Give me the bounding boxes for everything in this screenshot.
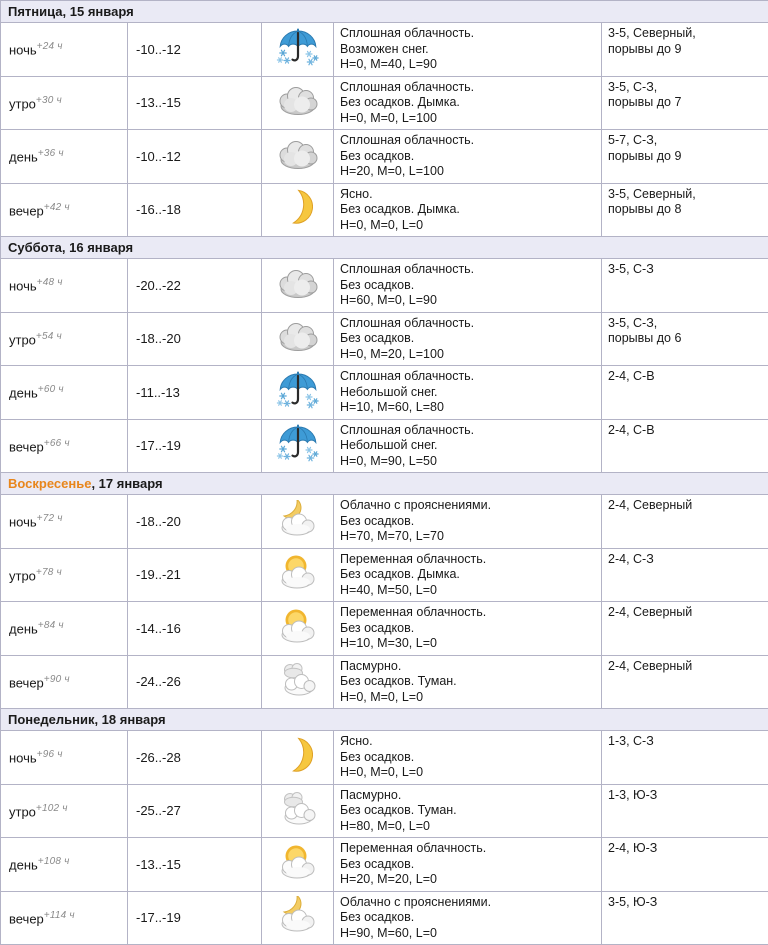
time-cell <box>1 602 128 656</box>
conditions-line: H=10, M=60, L=80 <box>340 400 595 416</box>
conditions-cell <box>334 183 602 237</box>
conditions-line: Без осадков. Дымка. <box>340 567 595 583</box>
forecast-row <box>1 602 768 656</box>
cloud-moon-icon <box>277 896 319 934</box>
wind-cell <box>602 602 768 656</box>
wind-cell <box>602 419 768 473</box>
conditions-line: Без осадков. Туман. <box>340 674 595 690</box>
time-of-day-label: день <box>9 149 38 164</box>
cloud-icon <box>277 138 319 170</box>
conditions-line: H=0, M=90, L=50 <box>340 454 595 470</box>
conditions-cell <box>334 312 602 366</box>
conditions-line: Небольшой снег. <box>340 438 595 454</box>
wind-cell <box>602 259 768 313</box>
conditions-cell <box>334 495 602 549</box>
conditions-line: Сплошная облачность. <box>340 369 595 385</box>
moon-icon <box>283 188 313 226</box>
wind-line: порывы до 7 <box>608 95 762 111</box>
forecast-hours-offset: +78 ч <box>36 567 62 578</box>
conditions-line: Без осадков. Дымка. <box>340 202 595 218</box>
temperature-cell: -18..-20 <box>128 312 262 366</box>
time-cell <box>1 76 128 130</box>
conditions-cell <box>334 838 602 892</box>
temperature-cell: -13..-15 <box>128 838 262 892</box>
wind-line: 2-4, Северный <box>608 498 762 514</box>
conditions-line: Без осадков. <box>340 278 595 294</box>
day-name: Пятница <box>8 4 63 19</box>
time-cell <box>1 130 128 184</box>
conditions-line: H=0, M=20, L=100 <box>340 347 595 363</box>
conditions-line: Сплошная облачность. <box>340 316 595 332</box>
clouds-icon <box>278 661 318 697</box>
conditions-line: H=20, M=0, L=100 <box>340 164 595 180</box>
forecast-row <box>1 419 768 473</box>
forecast-row <box>1 838 768 892</box>
conditions-line: Возможен снег. <box>340 42 595 58</box>
weather-icon-cell <box>262 130 334 184</box>
conditions-line: Переменная облачность. <box>340 605 595 621</box>
time-of-day-label: вечер <box>9 911 44 926</box>
conditions-line: Без осадков. <box>340 331 595 347</box>
weather-icon-cell <box>262 891 334 945</box>
temperature-cell: -11..-13 <box>128 366 262 420</box>
wind-line: 1-3, Ю-З <box>608 788 762 804</box>
day-header <box>1 237 768 259</box>
forecast-hours-offset: +60 ч <box>38 384 64 395</box>
time-of-day-label: вечер <box>9 439 44 454</box>
cloud-icon <box>277 320 319 352</box>
day-header <box>1 1 768 23</box>
conditions-cell <box>334 784 602 838</box>
conditions-line: Сплошная облачность. <box>340 80 595 96</box>
conditions-line: H=40, M=50, L=0 <box>340 583 595 599</box>
wind-cell <box>602 312 768 366</box>
forecast-hours-offset: +48 ч <box>37 277 63 288</box>
weather-icon-cell <box>262 76 334 130</box>
wind-line: 2-4, Ю-З <box>608 841 762 857</box>
wind-line: порывы до 9 <box>608 42 762 58</box>
time-cell <box>1 548 128 602</box>
wind-line: 3-5, С-З, <box>608 316 762 332</box>
time-cell <box>1 891 128 945</box>
weather-icon-cell <box>262 548 334 602</box>
conditions-line: Без осадков. <box>340 621 595 637</box>
conditions-line: H=60, M=0, L=90 <box>340 293 595 309</box>
wind-cell <box>602 183 768 237</box>
conditions-line: H=70, M=70, L=70 <box>340 529 595 545</box>
weather-icon-cell <box>262 731 334 785</box>
wind-line: 3-5, Ю-З <box>608 895 762 911</box>
conditions-line: Переменная облачность. <box>340 552 595 568</box>
temperature-cell: -20..-22 <box>128 259 262 313</box>
time-cell <box>1 495 128 549</box>
conditions-line: H=0, M=40, L=90 <box>340 57 595 73</box>
wind-line: 2-4, С-В <box>608 369 762 385</box>
wind-line: 2-4, С-З <box>608 552 762 568</box>
conditions-line: Сплошная облачность. <box>340 423 595 439</box>
time-cell <box>1 312 128 366</box>
day-header-row <box>1 237 768 259</box>
forecast-hours-offset: +90 ч <box>44 674 70 685</box>
conditions-line: Без осадков. Туман. <box>340 803 595 819</box>
day-date: , 16 января <box>62 240 133 255</box>
wind-cell <box>602 731 768 785</box>
day-header-row <box>1 473 768 495</box>
conditions-line: Без осадков. <box>340 149 595 165</box>
forecast-row <box>1 23 768 77</box>
wind-line: 3-5, Северный, <box>608 187 762 203</box>
temperature-cell: -17..-19 <box>128 891 262 945</box>
cloud-icon <box>277 267 319 299</box>
time-cell <box>1 838 128 892</box>
conditions-cell <box>334 259 602 313</box>
forecast-row <box>1 183 768 237</box>
conditions-line: Сплошная облачность. <box>340 262 595 278</box>
wind-line: 2-4, Северный <box>608 605 762 621</box>
forecast-hours-offset: +42 ч <box>44 202 70 213</box>
clouds-icon <box>278 790 318 826</box>
time-of-day-label: день <box>9 857 38 872</box>
forecast-hours-offset: +102 ч <box>36 803 68 814</box>
wind-line: порывы до 6 <box>608 331 762 347</box>
umbrella-snow-icon <box>276 27 320 67</box>
day-header <box>1 709 768 731</box>
day-date: , 18 января <box>94 712 165 727</box>
forecast-row <box>1 784 768 838</box>
cloud-moon-icon <box>277 500 319 538</box>
temperature-cell: -18..-20 <box>128 495 262 549</box>
time-of-day-label: день <box>9 385 38 400</box>
conditions-line: Без осадков. <box>340 857 595 873</box>
time-of-day-label: утро <box>9 96 36 111</box>
temperature-cell: -16..-18 <box>128 183 262 237</box>
time-of-day-label: ночь <box>9 750 37 765</box>
forecast-row <box>1 655 768 709</box>
temperature-cell: -13..-15 <box>128 76 262 130</box>
umbrella-snow-icon <box>276 370 320 410</box>
conditions-line: Сплошная облачность. <box>340 133 595 149</box>
wind-line: 1-3, С-З <box>608 734 762 750</box>
weather-icon-cell <box>262 784 334 838</box>
weather-icon-cell <box>262 838 334 892</box>
time-of-day-label: вечер <box>9 203 44 218</box>
conditions-cell <box>334 655 602 709</box>
temperature-cell: -14..-16 <box>128 602 262 656</box>
conditions-line: Без осадков. <box>340 514 595 530</box>
conditions-cell <box>334 23 602 77</box>
forecast-row <box>1 495 768 549</box>
conditions-line: Без осадков. <box>340 910 595 926</box>
cloud-icon <box>277 84 319 116</box>
day-header-row <box>1 709 768 731</box>
temperature-cell: -10..-12 <box>128 130 262 184</box>
wind-line: 2-4, С-В <box>608 423 762 439</box>
conditions-line: Пасмурно. <box>340 659 595 675</box>
time-of-day-label: день <box>9 621 38 636</box>
day-header-row <box>1 1 768 23</box>
conditions-line: H=20, M=20, L=0 <box>340 872 595 888</box>
forecast-hours-offset: +108 ч <box>38 856 70 867</box>
time-of-day-label: утро <box>9 568 36 583</box>
time-of-day-label: ночь <box>9 514 37 529</box>
forecast-row <box>1 366 768 420</box>
conditions-line: Без осадков. <box>340 750 595 766</box>
forecast-row <box>1 76 768 130</box>
weather-icon-cell <box>262 259 334 313</box>
wind-cell <box>602 23 768 77</box>
time-of-day-label: утро <box>9 804 36 819</box>
time-cell <box>1 731 128 785</box>
sun-cloud-icon <box>277 553 319 591</box>
conditions-cell <box>334 366 602 420</box>
weather-icon-cell <box>262 366 334 420</box>
conditions-line: H=0, M=0, L=100 <box>340 111 595 127</box>
day-name: Понедельник <box>8 712 94 727</box>
moon-icon <box>283 736 313 774</box>
forecast-hours-offset: +30 ч <box>36 95 62 106</box>
conditions-line: Облачно с прояснениями. <box>340 895 595 911</box>
forecast-row <box>1 891 768 945</box>
time-cell <box>1 183 128 237</box>
time-of-day-label: ночь <box>9 42 37 57</box>
forecast-hours-offset: +36 ч <box>38 148 64 159</box>
wind-line: порывы до 9 <box>608 149 762 165</box>
time-cell <box>1 23 128 77</box>
weather-icon-cell <box>262 419 334 473</box>
wind-line: 5-7, С-З, <box>608 133 762 149</box>
conditions-cell <box>334 419 602 473</box>
conditions-line: Ясно. <box>340 734 595 750</box>
temperature-cell: -17..-19 <box>128 419 262 473</box>
temperature-cell: -25..-27 <box>128 784 262 838</box>
time-cell <box>1 366 128 420</box>
temperature-cell: -26..-28 <box>128 731 262 785</box>
forecast-hours-offset: +84 ч <box>38 620 64 631</box>
conditions-line: Облачно с прояснениями. <box>340 498 595 514</box>
time-cell <box>1 784 128 838</box>
conditions-line: H=10, M=30, L=0 <box>340 636 595 652</box>
conditions-cell <box>334 891 602 945</box>
conditions-line: H=80, M=0, L=0 <box>340 819 595 835</box>
forecast-hours-offset: +66 ч <box>44 438 70 449</box>
weather-icon-cell <box>262 655 334 709</box>
weather-icon-cell <box>262 23 334 77</box>
sun-cloud-icon <box>277 607 319 645</box>
wind-cell <box>602 548 768 602</box>
conditions-line: Переменная облачность. <box>340 841 595 857</box>
forecast-hours-offset: +24 ч <box>37 41 63 52</box>
wind-cell <box>602 784 768 838</box>
forecast-row <box>1 130 768 184</box>
weather-icon-cell <box>262 495 334 549</box>
time-cell <box>1 655 128 709</box>
day-name: Суббота <box>8 240 62 255</box>
forecast-hours-offset: +72 ч <box>37 513 63 524</box>
wind-line: 3-5, С-З <box>608 262 762 278</box>
umbrella-snow-icon <box>276 423 320 463</box>
wind-line: 3-5, Северный, <box>608 26 762 42</box>
sun-cloud-icon <box>277 843 319 881</box>
wind-cell <box>602 891 768 945</box>
conditions-line: H=0, M=0, L=0 <box>340 765 595 781</box>
conditions-cell <box>334 76 602 130</box>
wind-cell <box>602 130 768 184</box>
temperature-cell: -10..-12 <box>128 23 262 77</box>
temperature-cell: -24..-26 <box>128 655 262 709</box>
time-cell <box>1 259 128 313</box>
day-date: , 17 января <box>91 476 162 491</box>
day-date: , 15 января <box>63 4 134 19</box>
weather-icon-cell <box>262 312 334 366</box>
wind-cell <box>602 366 768 420</box>
day-name[interactable]: Воскресенье <box>8 476 91 491</box>
wind-line: 3-5, С-З, <box>608 80 762 96</box>
time-of-day-label: ночь <box>9 278 37 293</box>
conditions-line: H=90, M=60, L=0 <box>340 926 595 942</box>
wind-line: порывы до 8 <box>608 202 762 218</box>
forecast-row <box>1 259 768 313</box>
conditions-cell <box>334 130 602 184</box>
forecast-row <box>1 731 768 785</box>
conditions-line: Без осадков. Дымка. <box>340 95 595 111</box>
forecast-hours-offset: +114 ч <box>44 910 75 921</box>
conditions-cell <box>334 548 602 602</box>
forecast-row <box>1 548 768 602</box>
weather-icon-cell <box>262 183 334 237</box>
wind-cell <box>602 838 768 892</box>
forecast-row <box>1 312 768 366</box>
conditions-line: Сплошная облачность. <box>340 26 595 42</box>
conditions-line: Ясно. <box>340 187 595 203</box>
forecast-hours-offset: +96 ч <box>37 749 63 760</box>
conditions-cell <box>334 731 602 785</box>
wind-line: 2-4, Северный <box>608 659 762 675</box>
wind-cell <box>602 495 768 549</box>
temperature-cell: -19..-21 <box>128 548 262 602</box>
time-of-day-label: вечер <box>9 675 44 690</box>
forecast-hours-offset: +54 ч <box>36 331 62 342</box>
time-cell <box>1 419 128 473</box>
conditions-cell <box>334 602 602 656</box>
conditions-line: Пасмурно. <box>340 788 595 804</box>
weather-icon-cell <box>262 602 334 656</box>
conditions-line: H=0, M=0, L=0 <box>340 690 595 706</box>
wind-cell <box>602 655 768 709</box>
day-header <box>1 473 768 495</box>
time-of-day-label: утро <box>9 332 36 347</box>
conditions-line: Небольшой снег. <box>340 385 595 401</box>
conditions-line: H=0, M=0, L=0 <box>340 218 595 234</box>
wind-cell <box>602 76 768 130</box>
